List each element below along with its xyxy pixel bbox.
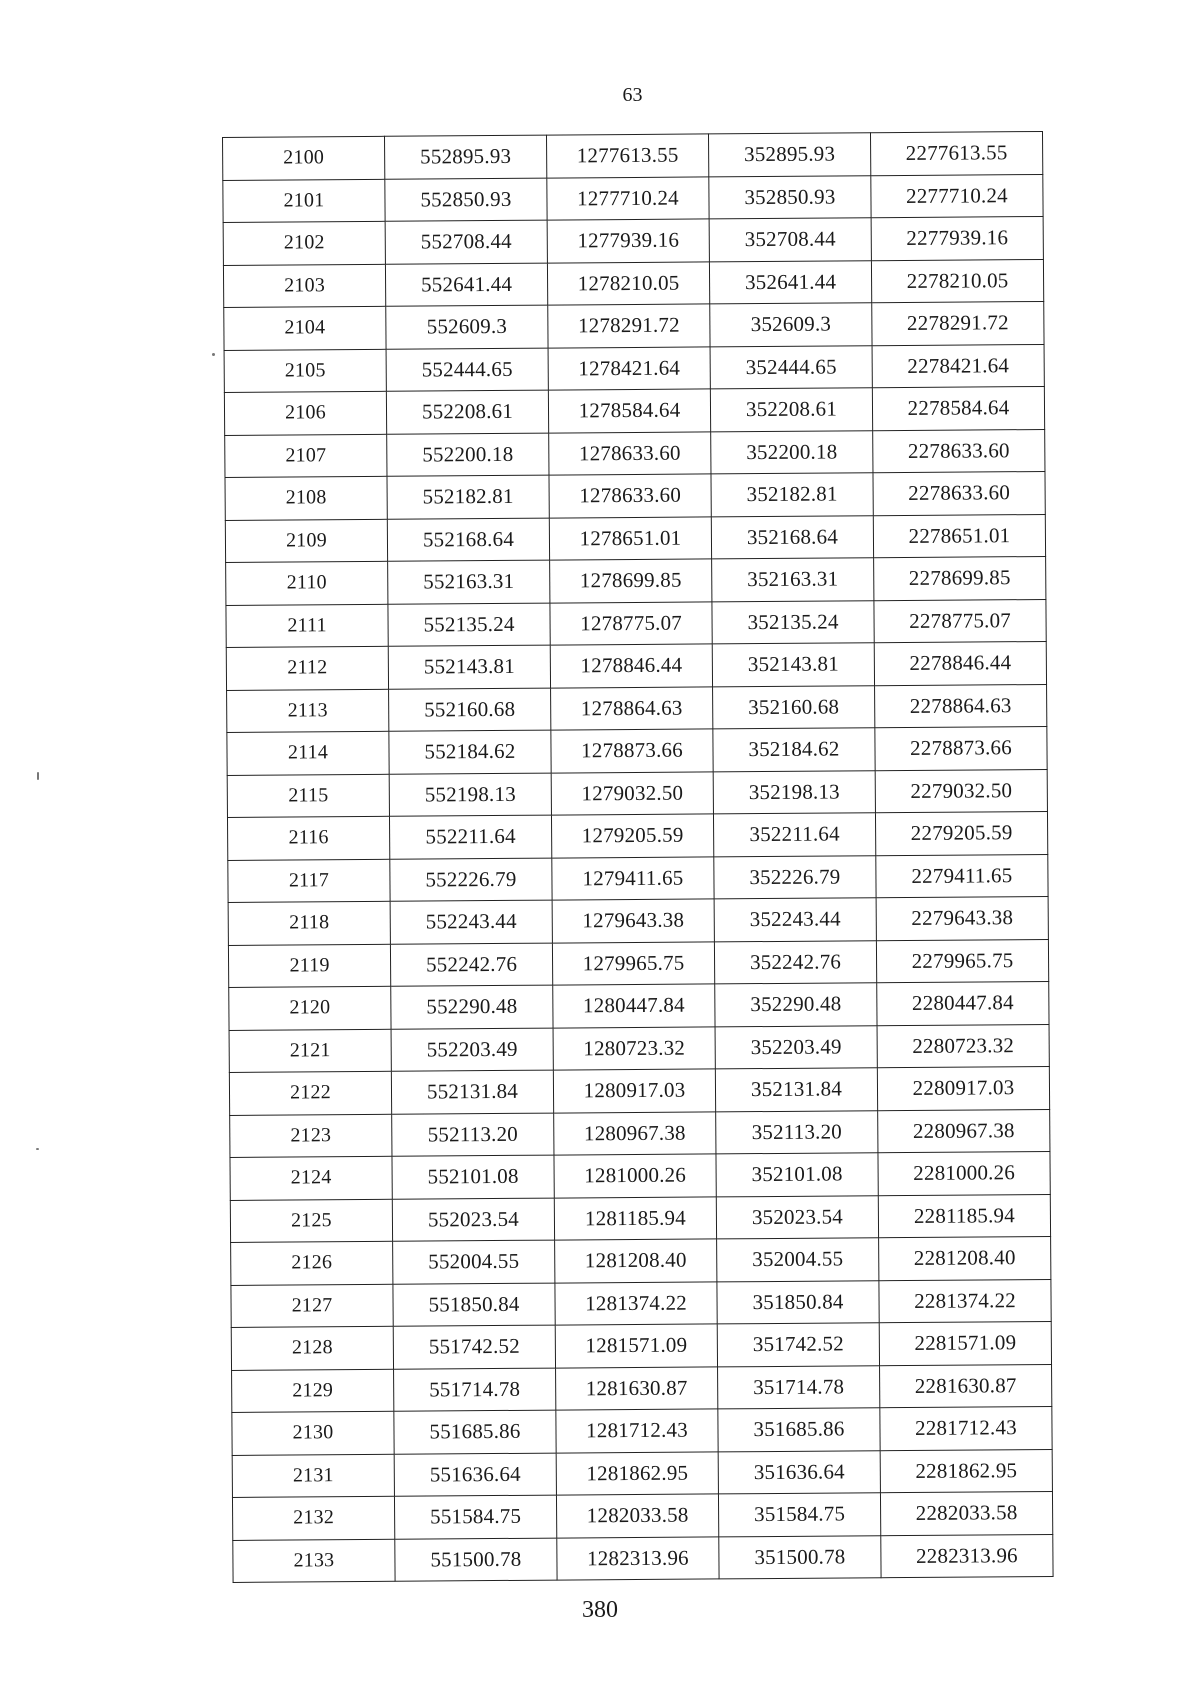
table-row (227, 811, 1047, 860)
value-b-cell: 1278873.66 (551, 729, 713, 773)
value-a-cell: 551850.84 (393, 1283, 555, 1327)
value-d-cell: 2278291.72 (872, 301, 1044, 345)
point-id-cell: 2106 (224, 391, 386, 435)
point-id-cell: 2132 (232, 1496, 394, 1540)
value-b-cell: 1278775.07 (550, 601, 712, 645)
table-row (230, 1151, 1050, 1200)
value-b-cell: 1277939.16 (547, 219, 709, 263)
table-row (232, 1364, 1052, 1413)
value-a-cell: 552182.81 (387, 475, 549, 519)
value-c-cell: 351584.75 (718, 1493, 880, 1537)
point-id-cell: 2112 (226, 646, 388, 690)
value-b-cell: 1280967.38 (554, 1111, 716, 1155)
point-id-cell: 2117 (228, 859, 390, 903)
value-c-cell: 351636.64 (718, 1450, 880, 1494)
table-row (223, 131, 1043, 180)
point-id-cell: 2100 (223, 136, 385, 180)
value-b-cell: 1278210.05 (547, 261, 709, 305)
point-id-cell: 2115 (227, 774, 389, 818)
value-d-cell: 2279643.38 (876, 896, 1048, 940)
value-a-cell: 552023.54 (392, 1198, 554, 1242)
page-number-top: 63 (622, 84, 643, 106)
coordinates-table-wrapper (222, 131, 1048, 1583)
value-c-cell: 351685.86 (718, 1408, 880, 1452)
table-row (231, 1236, 1051, 1285)
point-id-cell: 2120 (229, 986, 391, 1030)
table-row (225, 471, 1045, 520)
value-d-cell: 2280967.38 (878, 1109, 1050, 1153)
value-a-cell: 551742.52 (393, 1325, 555, 1369)
coordinates-table (222, 131, 1054, 1583)
value-a-cell: 552242.76 (390, 943, 552, 987)
value-d-cell: 2282033.58 (880, 1491, 1052, 1535)
point-id-cell: 2128 (231, 1326, 393, 1370)
value-c-cell: 352708.44 (709, 218, 871, 262)
value-c-cell: 352160.68 (713, 685, 875, 729)
value-a-cell: 552641.44 (385, 263, 547, 307)
value-c-cell: 352184.62 (713, 728, 875, 772)
value-c-cell: 352444.65 (710, 345, 872, 389)
value-d-cell: 2281862.95 (880, 1449, 1052, 1493)
value-c-cell: 351500.78 (719, 1535, 881, 1579)
value-c-cell: 352143.81 (712, 643, 874, 687)
point-id-cell: 2110 (226, 561, 388, 605)
value-b-cell: 1281185.94 (554, 1196, 716, 1240)
value-a-cell: 552290.48 (391, 985, 553, 1029)
point-id-cell: 2111 (226, 604, 388, 648)
value-c-cell: 352243.44 (714, 898, 876, 942)
value-b-cell: 1281712.43 (556, 1409, 718, 1453)
value-b-cell: 1277710.24 (547, 176, 709, 220)
point-id-cell: 2122 (229, 1071, 391, 1115)
value-d-cell: 2277710.24 (871, 174, 1043, 218)
point-id-cell: 2126 (231, 1241, 393, 1285)
value-c-cell: 352135.24 (712, 600, 874, 644)
value-a-cell: 551685.86 (394, 1410, 556, 1454)
value-d-cell: 2279205.59 (875, 811, 1047, 855)
value-c-cell: 352168.64 (711, 515, 873, 559)
value-d-cell: 2278775.07 (874, 599, 1046, 643)
value-d-cell: 2278699.85 (874, 556, 1046, 600)
value-b-cell: 1282313.96 (557, 1536, 719, 1580)
value-a-cell: 552203.49 (391, 1028, 553, 1072)
value-c-cell: 352182.81 (711, 473, 873, 517)
value-a-cell: 552200.18 (387, 433, 549, 477)
point-id-cell: 2130 (232, 1411, 394, 1455)
table-row (231, 1279, 1051, 1328)
value-a-cell: 552708.44 (385, 220, 547, 264)
value-d-cell: 2281630.87 (880, 1364, 1052, 1408)
value-a-cell: 551714.78 (394, 1368, 556, 1412)
point-id-cell: 2125 (230, 1199, 392, 1243)
scan-speck (212, 353, 215, 356)
value-d-cell: 2278633.60 (873, 471, 1045, 515)
value-a-cell: 552184.62 (389, 730, 551, 774)
table-row (228, 896, 1048, 945)
value-b-cell: 1280447.84 (553, 984, 715, 1028)
value-c-cell: 352208.61 (710, 388, 872, 432)
value-d-cell: 2279032.50 (875, 769, 1047, 813)
value-d-cell: 2278864.63 (875, 684, 1047, 728)
value-c-cell: 352290.48 (715, 983, 877, 1027)
value-c-cell: 352242.76 (714, 940, 876, 984)
value-d-cell: 2281185.94 (878, 1194, 1050, 1238)
value-a-cell: 552609.3 (386, 305, 548, 349)
table-row (225, 514, 1045, 563)
value-c-cell: 351742.52 (717, 1323, 879, 1367)
value-c-cell: 352198.13 (713, 770, 875, 814)
table-row (224, 344, 1044, 393)
value-a-cell: 551636.64 (394, 1453, 556, 1497)
value-b-cell: 1279205.59 (551, 814, 713, 858)
value-d-cell: 2278846.44 (874, 641, 1046, 685)
value-b-cell: 1281571.09 (555, 1324, 717, 1368)
value-a-cell: 552211.64 (389, 815, 551, 859)
value-d-cell: 2281571.09 (879, 1321, 1051, 1365)
point-id-cell: 2133 (233, 1539, 395, 1583)
table-row (232, 1491, 1052, 1540)
value-d-cell: 2278651.01 (873, 514, 1045, 558)
value-c-cell: 352609.3 (710, 303, 872, 347)
point-id-cell: 2101 (223, 179, 385, 223)
table-row (223, 174, 1043, 223)
value-b-cell: 1281208.40 (555, 1239, 717, 1283)
value-d-cell: 2280447.84 (877, 981, 1049, 1025)
table-row (226, 599, 1046, 648)
table-row (227, 769, 1047, 818)
value-c-cell: 352226.79 (714, 855, 876, 899)
value-d-cell: 2277939.16 (871, 216, 1043, 260)
point-id-cell: 2129 (232, 1369, 394, 1413)
point-id-cell: 2109 (225, 519, 387, 563)
value-d-cell: 2278633.60 (873, 429, 1045, 473)
value-a-cell: 552160.68 (389, 688, 551, 732)
point-id-cell: 2114 (227, 731, 389, 775)
table-row (230, 1194, 1050, 1243)
value-d-cell: 2278873.66 (875, 726, 1047, 770)
value-b-cell: 1278291.72 (548, 304, 710, 348)
value-d-cell: 2281712.43 (880, 1406, 1052, 1450)
point-id-cell: 2127 (231, 1284, 393, 1328)
value-b-cell: 1278846.44 (550, 644, 712, 688)
value-b-cell: 1279643.38 (552, 899, 714, 943)
value-c-cell: 352641.44 (709, 260, 871, 304)
value-d-cell: 2280917.03 (877, 1066, 1049, 1110)
page-number-bottom: 380 (582, 1597, 618, 1623)
value-b-cell: 1278584.64 (548, 389, 710, 433)
table-body (223, 131, 1054, 1582)
table-row (226, 641, 1046, 690)
value-c-cell: 352163.31 (712, 558, 874, 602)
value-c-cell: 352203.49 (715, 1025, 877, 1069)
value-b-cell: 1278699.85 (550, 559, 712, 603)
value-c-cell: 352211.64 (713, 813, 875, 857)
value-a-cell: 552113.20 (392, 1113, 554, 1157)
value-a-cell: 552895.93 (384, 135, 546, 179)
value-d-cell: 2280723.32 (877, 1024, 1049, 1068)
value-d-cell: 2278584.64 (872, 386, 1044, 430)
value-c-cell: 352004.55 (717, 1238, 879, 1282)
value-b-cell: 1278864.63 (551, 686, 713, 730)
value-b-cell: 1278633.60 (549, 431, 711, 475)
table-row (229, 981, 1049, 1030)
value-a-cell: 552226.79 (390, 858, 552, 902)
scan-speck (37, 772, 39, 780)
value-a-cell: 552004.55 (393, 1240, 555, 1284)
value-a-cell: 552198.13 (389, 773, 551, 817)
value-c-cell: 352113.20 (716, 1110, 878, 1154)
table-row (232, 1449, 1052, 1498)
point-id-cell: 2102 (223, 221, 385, 265)
value-b-cell: 1281630.87 (556, 1366, 718, 1410)
table-row (230, 1109, 1050, 1158)
point-id-cell: 2113 (227, 689, 389, 733)
table-row (228, 854, 1048, 903)
value-a-cell: 552850.93 (385, 178, 547, 222)
value-d-cell: 2281000.26 (878, 1151, 1050, 1195)
table-row (223, 259, 1043, 308)
value-a-cell: 552243.44 (390, 900, 552, 944)
value-b-cell: 1277613.55 (546, 134, 708, 178)
value-c-cell: 352101.08 (716, 1153, 878, 1197)
value-a-cell: 552131.84 (391, 1070, 553, 1114)
value-d-cell: 2281374.22 (879, 1279, 1051, 1323)
value-d-cell: 2279965.75 (876, 939, 1048, 983)
table-row (233, 1534, 1053, 1583)
value-d-cell: 2282313.96 (881, 1534, 1053, 1578)
table-row (224, 301, 1044, 350)
value-b-cell: 1278651.01 (549, 516, 711, 560)
value-a-cell: 551500.78 (395, 1538, 557, 1582)
value-b-cell: 1278633.60 (549, 474, 711, 518)
value-a-cell: 552444.65 (386, 348, 548, 392)
value-d-cell: 2277613.55 (870, 131, 1042, 175)
value-c-cell: 352200.18 (711, 430, 873, 474)
value-b-cell: 1281000.26 (554, 1154, 716, 1198)
point-id-cell: 2108 (225, 476, 387, 520)
value-b-cell: 1279411.65 (552, 856, 714, 900)
table-row (232, 1406, 1052, 1455)
value-a-cell: 552143.81 (388, 645, 550, 689)
point-id-cell: 2131 (232, 1454, 394, 1498)
table-row (227, 726, 1047, 775)
table-row (229, 1024, 1049, 1073)
table-row (223, 216, 1043, 265)
table-row (226, 556, 1046, 605)
point-id-cell: 2105 (224, 349, 386, 393)
value-d-cell: 2278210.05 (871, 259, 1043, 303)
point-id-cell: 2104 (224, 306, 386, 350)
value-b-cell: 1281862.95 (556, 1451, 718, 1495)
point-id-cell: 2116 (227, 816, 389, 860)
point-id-cell: 2107 (225, 434, 387, 478)
value-c-cell: 352023.54 (716, 1195, 878, 1239)
value-d-cell: 2278421.64 (872, 344, 1044, 388)
value-a-cell: 552208.61 (386, 390, 548, 434)
value-b-cell: 1278421.64 (548, 346, 710, 390)
table-row (225, 429, 1045, 478)
value-a-cell: 551584.75 (394, 1495, 556, 1539)
value-c-cell: 352850.93 (709, 175, 871, 219)
table-row (228, 939, 1048, 988)
point-id-cell: 2121 (229, 1029, 391, 1073)
table-row (229, 1066, 1049, 1115)
value-b-cell: 1280917.03 (553, 1069, 715, 1113)
value-a-cell: 552135.24 (388, 603, 550, 647)
scan-speck (36, 1148, 39, 1150)
point-id-cell: 2123 (230, 1114, 392, 1158)
value-b-cell: 1279965.75 (552, 941, 714, 985)
point-id-cell: 2118 (228, 901, 390, 945)
value-c-cell: 351850.84 (717, 1280, 879, 1324)
value-b-cell: 1281374.22 (555, 1281, 717, 1325)
value-d-cell: 2279411.65 (876, 854, 1048, 898)
value-a-cell: 552101.08 (392, 1155, 554, 1199)
value-b-cell: 1280723.32 (553, 1026, 715, 1070)
value-c-cell: 352895.93 (708, 133, 870, 177)
point-id-cell: 2119 (228, 944, 390, 988)
value-c-cell: 351714.78 (718, 1365, 880, 1409)
value-d-cell: 2281208.40 (879, 1236, 1051, 1280)
table-row (227, 684, 1047, 733)
value-a-cell: 552168.64 (387, 518, 549, 562)
value-a-cell: 552163.31 (388, 560, 550, 604)
table-row (231, 1321, 1051, 1370)
point-id-cell: 2124 (230, 1156, 392, 1200)
point-id-cell: 2103 (223, 264, 385, 308)
value-b-cell: 1282033.58 (556, 1494, 718, 1538)
table-row (224, 386, 1044, 435)
value-c-cell: 352131.84 (715, 1068, 877, 1112)
value-b-cell: 1279032.50 (551, 771, 713, 815)
